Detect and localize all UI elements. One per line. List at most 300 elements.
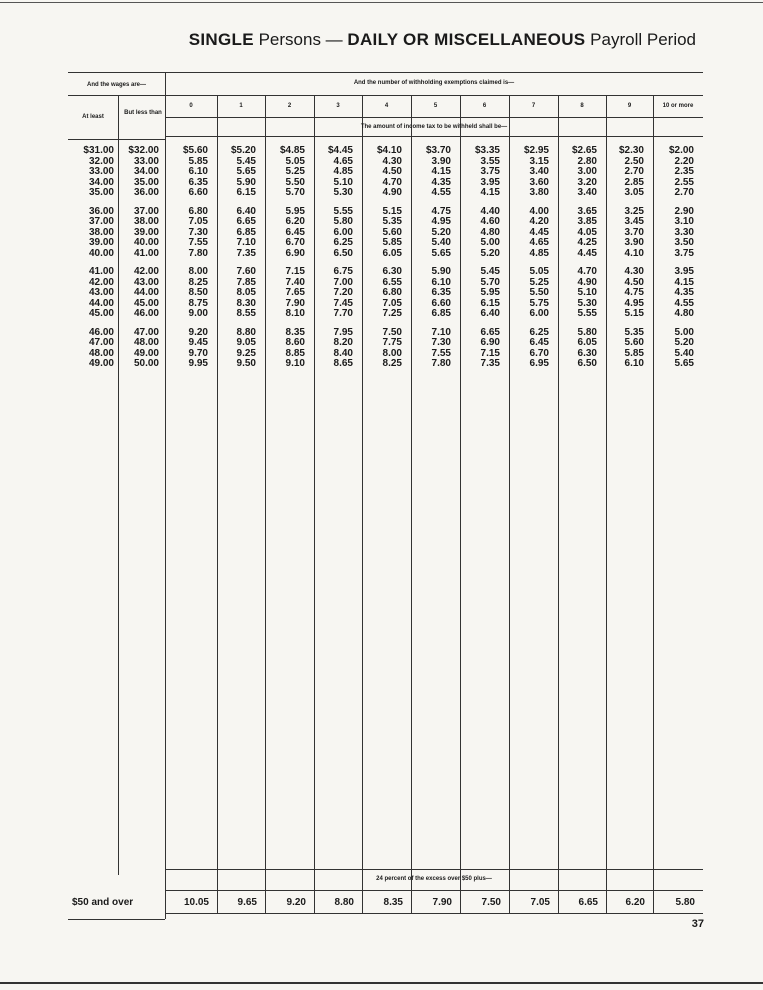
table-cell: 7.80	[431, 358, 451, 369]
table-cell: 7.60	[236, 266, 256, 277]
table-cell: 6.90	[285, 247, 305, 259]
table-cell: $5.20	[230, 145, 256, 156]
table-cell: 7.55	[431, 347, 451, 359]
over-row-cell-10: 5.80	[675, 896, 695, 908]
but-less-than-label: But less than	[124, 110, 162, 116]
table-cell: 6.80	[188, 205, 208, 217]
table-cell: 7.50	[382, 326, 402, 338]
table-cell: 5.75	[529, 297, 549, 309]
page-bottom-rule	[0, 982, 763, 984]
table-cell: 8.10	[285, 308, 305, 319]
table-cell: 6.30	[382, 266, 402, 277]
table-cell: 5.80	[333, 216, 353, 227]
table-cell: 8.85	[285, 347, 305, 359]
over-row-cell-0: 10.05	[183, 896, 209, 908]
table-cell: 5.85	[382, 237, 402, 248]
table-cell: 9.00	[188, 308, 208, 319]
table-cell: 5.15	[624, 308, 644, 319]
table-cell: 3.80	[529, 187, 549, 198]
table-cell: 5.40	[431, 237, 451, 248]
table-cell: 5.20	[674, 337, 694, 348]
table-cell: 5.10	[577, 287, 597, 298]
table-cell: 6.85	[431, 308, 451, 319]
tax-column-0	[165, 146, 208, 370]
table-cell: 6.90	[480, 337, 500, 348]
table-cell: 5.45	[480, 266, 500, 277]
table-cell: $4.85	[279, 145, 305, 156]
over-row-cell-1: 9.65	[237, 896, 257, 908]
page-number: 37	[691, 918, 704, 930]
table-cell: 5.70	[480, 276, 500, 288]
table-cell: 3.25	[624, 205, 644, 217]
table-cell: 5.00	[674, 326, 694, 338]
table-cell: 8.25	[382, 358, 402, 369]
table-cell: 9.25	[236, 347, 256, 359]
exemption-header-1: 1	[239, 103, 243, 109]
table-cell: 7.75	[382, 337, 402, 348]
table-cell: 6.15	[236, 187, 256, 198]
table-cell: $3.70	[425, 145, 451, 156]
table-cell: 7.15	[480, 347, 500, 359]
table-cell: 6.00	[529, 308, 549, 319]
table-cell: 5.65	[674, 358, 694, 369]
table-cell: 5.15	[382, 205, 402, 217]
table-cell: 5.90	[236, 176, 256, 188]
table-cell: 6.35	[431, 287, 451, 298]
table-cell: $2.30	[618, 145, 644, 156]
table-cell: 5.20	[431, 226, 451, 238]
table-cell: 6.40	[480, 308, 500, 319]
table-cell: 5.10	[333, 176, 353, 188]
table-cell: 4.50	[382, 166, 402, 177]
table-cell: 4.30	[382, 155, 402, 167]
table-cell: 7.55	[188, 237, 208, 248]
page-title	[0, 30, 696, 50]
table-cell: 8.65	[333, 358, 353, 369]
wages-header-rule	[68, 95, 165, 96]
table-cell: 5.05	[285, 155, 305, 167]
table-cell: 7.30	[188, 226, 208, 238]
table-cell: 33.00	[133, 155, 159, 167]
table-cell: 6.45	[285, 226, 305, 238]
table-cell: 5.65	[236, 166, 256, 177]
table-cell: 38.00	[88, 226, 114, 238]
table-cell: $2.65	[571, 145, 597, 156]
table-cell: 6.85	[236, 226, 256, 238]
table-cell: 46.00	[88, 326, 114, 338]
table-cell: 5.60	[624, 337, 644, 348]
table-cell: 33.00	[88, 166, 114, 177]
table-cell: 4.80	[480, 226, 500, 238]
table-cell: 7.65	[285, 287, 305, 298]
table-cell: 5.50	[285, 176, 305, 188]
title-period-type: DAILY OR MISCELLANEOUS	[347, 30, 586, 49]
table-cell: 4.60	[480, 216, 500, 227]
table-cell: 4.35	[674, 287, 694, 298]
table-cell: 4.20	[529, 216, 549, 227]
table-cell: 6.80	[382, 287, 402, 298]
table-cell: 6.10	[624, 358, 644, 369]
amount-header-rule	[165, 136, 703, 137]
table-cell: 4.70	[382, 176, 402, 188]
table-cell: 7.40	[285, 276, 305, 288]
table-cell: 3.85	[577, 216, 597, 227]
table-cell: 8.50	[188, 287, 208, 298]
over-row-cell-9: 6.20	[625, 896, 645, 908]
table-cell: 5.80	[577, 326, 597, 338]
table-cell: 4.85	[333, 166, 353, 177]
table-cell: 9.10	[285, 358, 305, 369]
table-cell: 5.55	[577, 308, 597, 319]
table-cell: 6.60	[431, 297, 451, 309]
table-cell: 8.75	[188, 297, 208, 309]
table-cell: 3.45	[624, 216, 644, 227]
table-cell: $2.95	[523, 145, 549, 156]
table-cell: 4.80	[674, 308, 694, 319]
table-cell: 48.00	[133, 337, 159, 348]
table-cell: 34.00	[88, 176, 114, 188]
table-cell: 5.45	[236, 155, 256, 167]
table-cell: $32.00	[128, 145, 159, 156]
wages-columns-rule	[68, 139, 165, 140]
table-cell: 9.05	[236, 337, 256, 348]
table-cell: 5.35	[624, 326, 644, 338]
table-cell: 7.45	[333, 297, 353, 309]
table-cell: 3.40	[529, 166, 549, 177]
table-cell: 4.00	[529, 205, 549, 217]
table-cell: 6.30	[577, 347, 597, 359]
table-cell: 5.95	[285, 205, 305, 217]
table-cell: 2.55	[674, 176, 694, 188]
table-cell: 7.05	[382, 297, 402, 309]
table-cell: 3.55	[480, 155, 500, 167]
table-cell: 2.70	[674, 187, 694, 198]
table-cell: 7.35	[236, 247, 256, 259]
table-cell: 3.90	[431, 155, 451, 167]
table-cell: 5.35	[382, 216, 402, 227]
table-cell: 7.10	[431, 326, 451, 338]
table-cell: 6.00	[333, 226, 353, 238]
at-least-label: At least	[82, 114, 104, 120]
table-cell: 3.95	[674, 266, 694, 277]
table-cell: 6.65	[480, 326, 500, 338]
table-cell: 8.05	[236, 287, 256, 298]
table-cell: 36.00	[88, 205, 114, 217]
table-cell: 9.20	[188, 326, 208, 338]
table-cell: 6.10	[431, 276, 451, 288]
exemption-header-6: 6	[482, 103, 487, 109]
at-least-column	[70, 146, 114, 370]
over-row-cell-2: 9.20	[286, 896, 306, 908]
table-cell: 35.00	[88, 187, 114, 198]
table-cell: 8.30	[236, 297, 256, 309]
exemptions-claimed-label: And the number of withholding exemptions claimed is—	[353, 80, 515, 86]
table-cell: 4.65	[529, 237, 549, 248]
table-cell: 7.30	[431, 337, 451, 348]
table-cell: 3.65	[577, 205, 597, 217]
table-cell: 40.00	[88, 247, 114, 259]
table-cell: 8.20	[333, 337, 353, 348]
table-cell: 6.95	[529, 358, 549, 369]
title-single: SINGLE	[188, 30, 254, 49]
table-cell: 7.35	[480, 358, 500, 369]
table-cell: 6.20	[285, 216, 305, 227]
table-cell: 4.50	[624, 276, 644, 288]
tax-column-1	[217, 146, 256, 370]
table-cell: 6.75	[333, 266, 353, 277]
table-cell: 43.00	[88, 287, 114, 298]
table-cell: 5.40	[674, 347, 694, 359]
exemption-header-8: 8	[580, 103, 584, 109]
table-cell: 6.35	[188, 176, 208, 188]
exemption-header-5: 5	[433, 103, 438, 109]
table-cell: 4.40	[480, 205, 500, 217]
table-cell: 9.95	[188, 358, 208, 369]
table-cell: 7.85	[236, 276, 256, 288]
table-cell: 8.40	[333, 347, 353, 359]
table-cell: 8.80	[236, 326, 256, 338]
table-cell: 6.70	[285, 237, 305, 248]
over-row-cell-4: 8.35	[383, 896, 403, 908]
tax-withheld-label: The amount of income tax to be withheld shall be—	[360, 124, 508, 130]
table-cell: 3.95	[480, 176, 500, 188]
table-cell: 3.60	[529, 176, 549, 188]
at-least-divider	[118, 95, 119, 875]
table-cell: 47.00	[133, 326, 159, 338]
table-cell: 2.50	[624, 155, 644, 167]
table-cell: 4.25	[577, 237, 597, 248]
table-cell: 5.25	[529, 276, 549, 288]
table-cell: 41.00	[88, 266, 114, 277]
table-cell: 5.55	[333, 205, 353, 217]
table-cell: 5.20	[480, 247, 500, 259]
table-cell: 5.30	[333, 187, 353, 198]
table-cell: 44.00	[133, 287, 159, 298]
but-less-than-column	[120, 146, 159, 370]
tax-column-2	[265, 146, 305, 370]
table-cell: 7.95	[333, 326, 353, 338]
table-cell: 6.15	[480, 297, 500, 309]
exemption-header-9: 9	[627, 103, 632, 109]
table-cell: 7.15	[285, 266, 305, 277]
table-cell: 45.00	[133, 297, 159, 309]
over-row-cell-7: 7.05	[530, 896, 550, 908]
table-cell: 7.00	[333, 276, 353, 288]
table-cell: 3.10	[674, 216, 694, 227]
table-cell: 5.70	[285, 187, 305, 198]
table-cell: 3.50	[674, 237, 694, 248]
wages-are-label: And the wages are—	[86, 82, 146, 88]
table-cell: 5.95	[480, 287, 500, 298]
table-cell: 6.40	[236, 205, 256, 217]
title-persons: Persons —	[258, 30, 343, 49]
table-cell: 6.10	[188, 166, 208, 177]
body-bottom-rule	[165, 869, 703, 870]
table-cell: 7.80	[188, 247, 208, 259]
table-cell: 6.50	[577, 358, 597, 369]
table-cell: $31.00	[83, 145, 114, 156]
over-row-cell-3: 8.80	[334, 896, 354, 908]
exemption-header-10: 10 or more	[662, 103, 694, 109]
exemption-header-0: 0	[189, 103, 193, 109]
table-cell: 4.55	[674, 297, 694, 309]
table-cell: 4.95	[624, 297, 644, 309]
table-cell: 4.45	[529, 226, 549, 238]
table-cell: 3.15	[529, 155, 549, 167]
table-cell: 6.25	[529, 326, 549, 338]
table-cell: 4.75	[624, 287, 644, 298]
table-cell: 7.05	[188, 216, 208, 227]
table-cell: 3.40	[577, 187, 597, 198]
over-row-cell-5: 7.90	[432, 896, 452, 908]
table-cell: 4.15	[431, 166, 451, 177]
tax-column-4	[362, 146, 402, 370]
table-cell: 6.60	[188, 187, 208, 198]
table-cell: 4.35	[431, 176, 451, 188]
table-cell: 4.05	[577, 226, 597, 238]
table-cell: 8.60	[285, 337, 305, 348]
table-cell: 49.00	[88, 358, 114, 369]
table-cell: 5.05	[529, 266, 549, 277]
table-cell: 6.65	[236, 216, 256, 227]
table-cell: 5.30	[577, 297, 597, 309]
exemption-header-4: 4	[384, 103, 389, 109]
table-cell: 41.00	[133, 247, 159, 259]
table-cell: 5.85	[188, 155, 208, 167]
table-cell: 7.20	[333, 287, 353, 298]
table-cell: 37.00	[133, 205, 159, 217]
tax-column-9	[606, 146, 644, 370]
table-cell: 3.30	[674, 226, 694, 238]
table-cell: 4.55	[431, 187, 451, 198]
table-cell: 5.25	[285, 166, 305, 177]
exemption-header-3: 3	[336, 103, 340, 109]
table-cell: 4.10	[624, 247, 644, 259]
table-cell: 4.45	[577, 247, 597, 259]
table-cell: 6.55	[382, 276, 402, 288]
table-cell: 2.35	[674, 166, 694, 177]
table-cell: 3.05	[624, 187, 644, 198]
table-cell: 45.00	[88, 308, 114, 319]
table-cell: 4.15	[480, 187, 500, 198]
table-cell: 47.00	[88, 337, 114, 348]
table-cell: 6.05	[382, 247, 402, 259]
table-cell: 8.55	[236, 308, 256, 319]
table-cell: 4.90	[577, 276, 597, 288]
table-cell: 9.50	[236, 358, 256, 369]
over-row-rule	[165, 913, 703, 914]
table-cell: $4.10	[376, 145, 402, 156]
table-cell: $4.45	[327, 145, 353, 156]
table-cell: 39.00	[133, 226, 159, 238]
table-top-rule	[68, 72, 703, 73]
table-cell: 4.75	[431, 205, 451, 217]
table-cell: 44.00	[88, 297, 114, 309]
table-cell: 2.85	[624, 176, 644, 188]
table-cell: 6.25	[333, 237, 353, 248]
table-cell: 4.90	[382, 187, 402, 198]
table-cell: 48.00	[88, 347, 114, 359]
table-cell: 3.20	[577, 176, 597, 188]
table-cell: 36.00	[133, 187, 159, 198]
table-cell: 4.65	[333, 155, 353, 167]
table-cell: 5.00	[480, 237, 500, 248]
table-cell: 8.35	[285, 326, 305, 338]
over-row-cell-6: 7.50	[481, 896, 501, 908]
table-cell: 4.70	[577, 266, 597, 277]
table-cell: 8.00	[188, 266, 208, 277]
table-cell: 4.85	[529, 247, 549, 259]
over-label-rule	[68, 919, 165, 920]
table-cell: 3.90	[624, 237, 644, 248]
table-cell: 3.75	[480, 166, 500, 177]
table-cell: 34.00	[133, 166, 159, 177]
tax-column-6	[460, 146, 500, 370]
exemption-header-2: 2	[287, 103, 292, 109]
page-top-rule	[0, 2, 763, 3]
table-cell: 42.00	[88, 276, 114, 288]
table-cell: 3.70	[624, 226, 644, 238]
table-cell: 2.90	[674, 205, 694, 217]
table-cell: 9.45	[188, 337, 208, 348]
table-cell: $3.35	[474, 145, 500, 156]
table-cell: 49.00	[133, 347, 159, 359]
tax-column-3	[314, 146, 353, 370]
table-cell: 5.65	[431, 247, 451, 259]
table-cell: 6.45	[529, 337, 549, 348]
table-cell: 50.00	[133, 358, 159, 369]
table-cell: 2.80	[577, 155, 597, 167]
table-cell: 8.25	[188, 276, 208, 288]
tax-column-10	[653, 146, 694, 370]
table-cell: 3.75	[674, 247, 694, 259]
table-cell: 4.15	[674, 276, 694, 288]
tax-column-7	[509, 146, 549, 370]
table-cell: 5.60	[382, 226, 402, 238]
table-cell: 7.70	[333, 308, 353, 319]
table-cell: $2.00	[668, 145, 694, 156]
table-cell: 46.00	[133, 308, 159, 319]
tax-column-8	[558, 146, 597, 370]
table-cell: 7.25	[382, 308, 402, 319]
excess-note: 24 percent of the excess over $50 plus—	[376, 876, 492, 882]
table-cell: 38.00	[133, 216, 159, 227]
title-payroll-period: Payroll Period	[590, 30, 696, 49]
table-cell: 5.85	[624, 347, 644, 359]
table-cell: 6.50	[333, 247, 353, 259]
table-cell: 2.20	[674, 155, 694, 167]
exemption-header-7: 7	[531, 103, 536, 109]
table-cell: 4.30	[624, 266, 644, 277]
table-cell: 42.00	[133, 266, 159, 277]
table-cell: 40.00	[133, 237, 159, 248]
table-cell: 7.90	[285, 297, 305, 309]
table-cell: 6.05	[577, 337, 597, 348]
table-cell: 32.00	[88, 155, 114, 167]
table-cell: 5.50	[529, 287, 549, 298]
table-cell: 43.00	[133, 276, 159, 288]
over-row-cell-8: 6.65	[578, 896, 598, 908]
table-cell: 8.00	[382, 347, 402, 359]
table-cell: 9.70	[188, 347, 208, 359]
over-row-label: $50 and over	[72, 897, 134, 908]
exemption-numbers-rule	[165, 117, 703, 118]
table-cell: 4.95	[431, 216, 451, 227]
table-cell: 39.00	[88, 237, 114, 248]
table-cell: 6.70	[529, 347, 549, 359]
table-cell: 5.90	[431, 266, 451, 277]
tax-column-5	[411, 146, 451, 370]
